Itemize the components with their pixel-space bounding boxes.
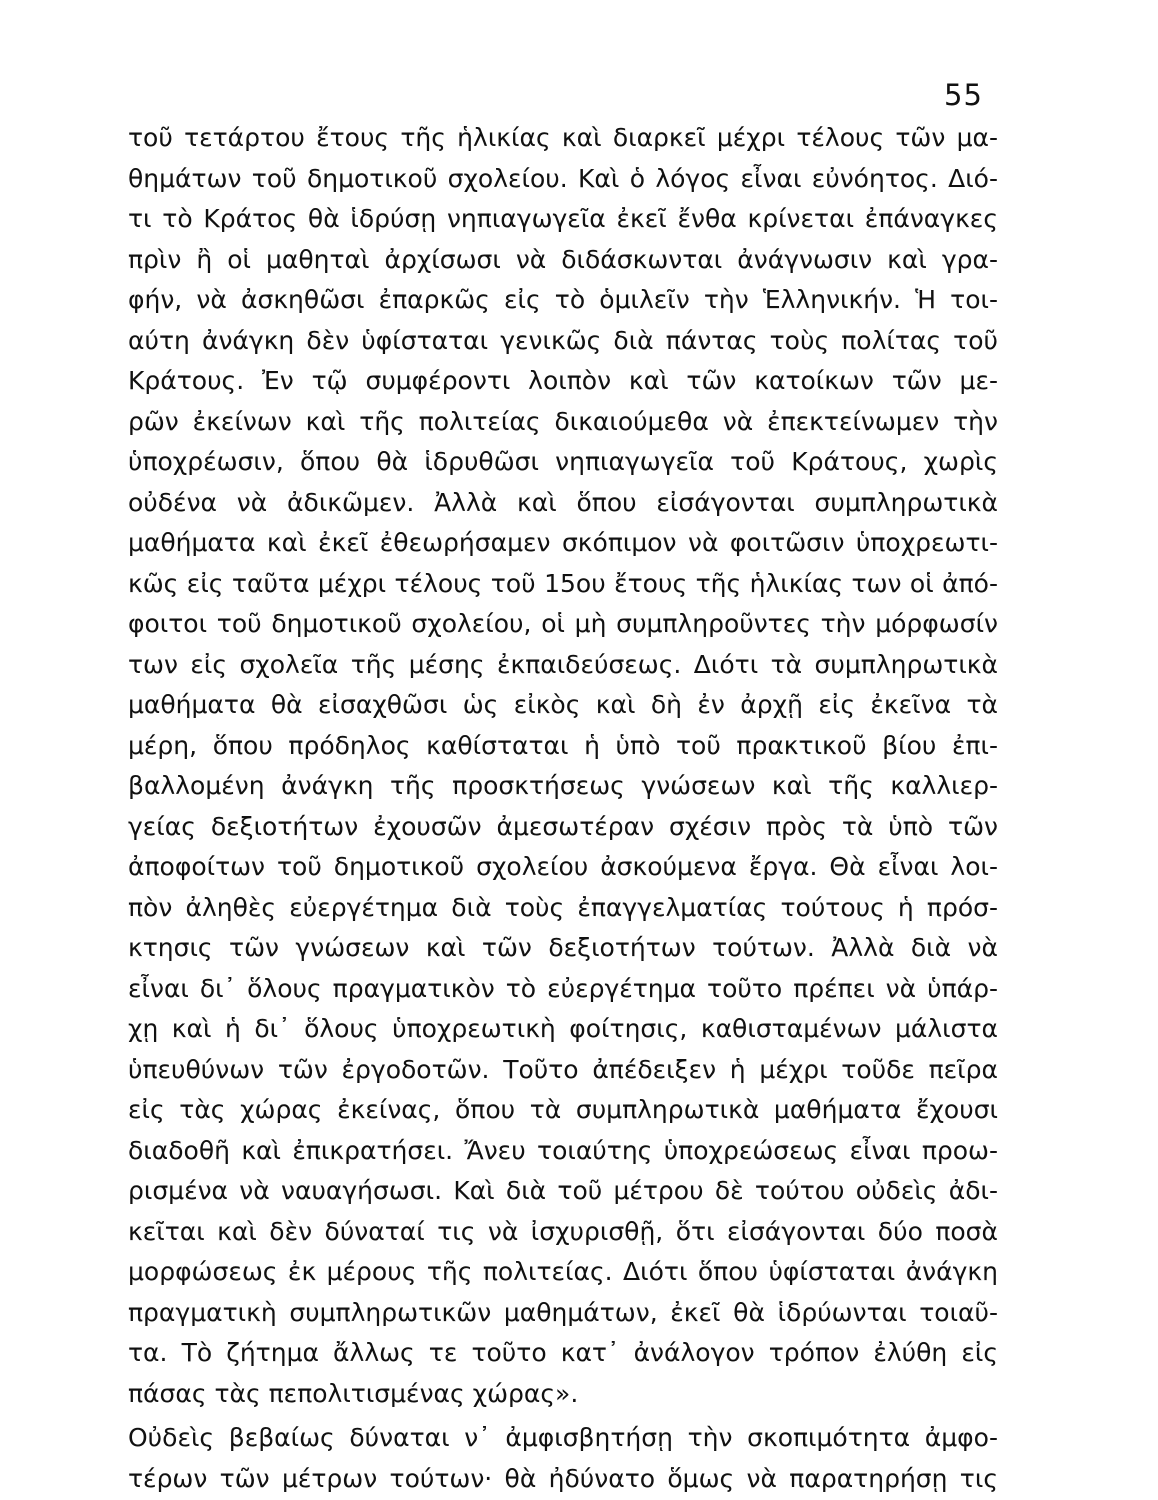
text-line: μαθήματα καὶ ἐκεῖ ἐθεωρήσαμεν σκόπιμον νὰ φοιτῶσιν ὑποχρεωτι-	[128, 528, 998, 557]
text-line: τέρων τῶν μέτρων τούτων· θὰ ἠδύνατο ὅμως νὰ παρατηρήσῃ τις	[128, 1463, 998, 1493]
text-line: εἰς τὰς χώρας ἐκείνας, ὅπου τὰ συμπληρωτικὰ μαθήματα ἔχουσι	[128, 1095, 998, 1124]
text-line: διαδοθῆ καὶ ἐπικρατήσει. Ἄνευ τοιαύτης ὑποχρεώσεως εἶναι προω-	[128, 1135, 998, 1165]
text-line: χῃ καὶ ἡ δι᾿ ὅλους ὑποχρεωτικὴ φοίτησις, καθισταμένων μάλιστα	[128, 1014, 998, 1043]
text-line: ρῶν ἐκείνων καὶ τῆς πολιτείας δικαιούμεθα νὰ ἐπεκτείνωμεν τὴν	[128, 406, 998, 436]
text-line: οὐδένα νὰ ἀδικῶμεν. Ἀλλὰ καὶ ὅπου εἰσάγονται συμπληρωτικὰ	[128, 487, 998, 517]
text-line: κεῖται καὶ δὲν δύναταί τις νὰ ἰσχυρισθῇ, ὅτι εἰσάγονται δύο ποσὰ	[128, 1216, 998, 1246]
text-line: τα. Τὸ ζήτημα ἄλλως τε τοῦτο κατ᾿ ἀνάλογον τρόπον ἐλύθη εἰς	[128, 1338, 998, 1367]
body-text	[128, 118, 998, 1499]
text-line: πάσας τὰς πεπολιτισμένας χώρας».	[128, 1378, 579, 1408]
text-line: πὸν ἀληθὲς εὐεργέτημα διὰ τοὺς ἐπαγγελματίας τούτους ἡ πρόσ-	[128, 892, 998, 922]
text-line: κτησις τῶν γνώσεων καὶ τῶν δεξιοτήτων τούτων. Ἀλλὰ διὰ νὰ	[128, 933, 998, 962]
text-line: τι τὸ Κράτος θὰ ἱδρύσῃ νηπιαγωγεῖα ἐκεῖ ἔνθα κρίνεται ἐπάναγκες	[128, 204, 998, 233]
text-line: Κράτους. Ἐν τῷ συμφέροντι λοιπὸν καὶ τῶν κατοίκων τῶν με-	[128, 366, 998, 395]
text-line: θημάτων τοῦ δημοτικοῦ σχολείου. Καὶ ὁ λόγος εἶναι εὐνόητος. Διό-	[128, 163, 998, 193]
paragraph-1	[128, 118, 998, 1414]
page-number: 55	[944, 78, 983, 112]
text-line: ὑπευθύνων τῶν ἐργοδοτῶν. Τοῦτο ἀπέδειξεν ἡ μέχρι τοῦδε πεῖρα	[128, 1054, 998, 1084]
text-line: ἀποφοίτων τοῦ δημοτικοῦ σχολείου ἀσκούμενα ἔργα. Θὰ εἶναι λοι-	[128, 852, 998, 881]
text-line: εἶναι δι᾿ ὅλους πραγματικὸν τὸ εὐεργέτημα τοῦτο πρέπει νὰ ὑπάρ-	[128, 973, 998, 1003]
text-line: κῶς εἰς ταῦτα μέχρι τέλους τοῦ 15ου ἔτους τῆς ἡλικίας των οἱ ἀπό-	[128, 568, 998, 598]
text-line: Οὐδεὶς βεβαίως δύναται ν᾿ ἀμφισβητήσῃ τὴν σκοπιμότητα ἀμφο-	[128, 1423, 998, 1452]
text-line: πρὶν ἢ οἱ μαθηταὶ ἀρχίσωσι νὰ διδάσκωνται ἀνάγνωσιν καὶ γρα-	[128, 244, 998, 274]
text-line: μέρη, ὅπου πρόδηλος καθίσταται ἡ ὑπὸ τοῦ πρακτικοῦ βίου ἐπι-	[128, 730, 998, 760]
text-line: βαλλομένη ἀνάγκη τῆς προσκτήσεως γνώσεων καὶ τῆς καλλιερ-	[128, 771, 998, 800]
text-line: πραγματικὴ συμπληρωτικῶν μαθημάτων, ἐκεῖ θὰ ἱδρύωνται τοιαῦ-	[128, 1297, 998, 1327]
text-line: γείας δεξιοτήτων ἐχουσῶν ἀμεσωτέραν σχέσιν πρὸς τὰ ὑπὸ τῶν	[128, 811, 998, 841]
paragraph-2	[128, 1418, 998, 1499]
text-line: φοιτοι τοῦ δημοτικοῦ σχολείου, οἱ μὴ συμπληροῦντες τὴν μόρφωσίν	[128, 609, 998, 638]
text-line: αύτη ἀνάγκη δὲν ὑφίσταται γενικῶς διὰ πάντας τοὺς πολίτας τοῦ	[128, 325, 998, 355]
text-line: μορφώσεως ἐκ μέρους τῆς πολιτείας. Διότι ὅπου ὑφίσταται ἀνάγκη	[128, 1257, 998, 1286]
text-line: τοῦ τετάρτου ἔτους τῆς ἡλικίας καὶ διαρκεῖ μέχρι τέλους τῶν μα-	[128, 123, 998, 152]
text-line: ὑποχρέωσιν, ὅπου θὰ ἱδρυθῶσι νηπιαγωγεῖα τοῦ Κράτους, χωρὶς	[128, 447, 998, 476]
text-line: φήν, νὰ ἀσκηθῶσι ἐπαρκῶς εἰς τὸ ὁμιλεῖν τὴν Ἑλληνικήν. Ἡ τοι-	[128, 285, 998, 314]
text-line: μαθήματα θὰ εἰσαχθῶσι ὡς εἰκὸς καὶ δὴ ἐν ἀρχῇ εἰς ἐκεῖνα τὰ	[128, 690, 998, 719]
text-line: ρισμένα νὰ ναυαγήσωσι. Καὶ διὰ τοῦ μέτρου δὲ τούτου οὐδεὶς ἀδι-	[128, 1176, 998, 1205]
text-line: των εἰς σχολεῖα τῆς μέσης ἐκπαιδεύσεως. Διότι τὰ συμπληρωτικὰ	[128, 649, 998, 679]
